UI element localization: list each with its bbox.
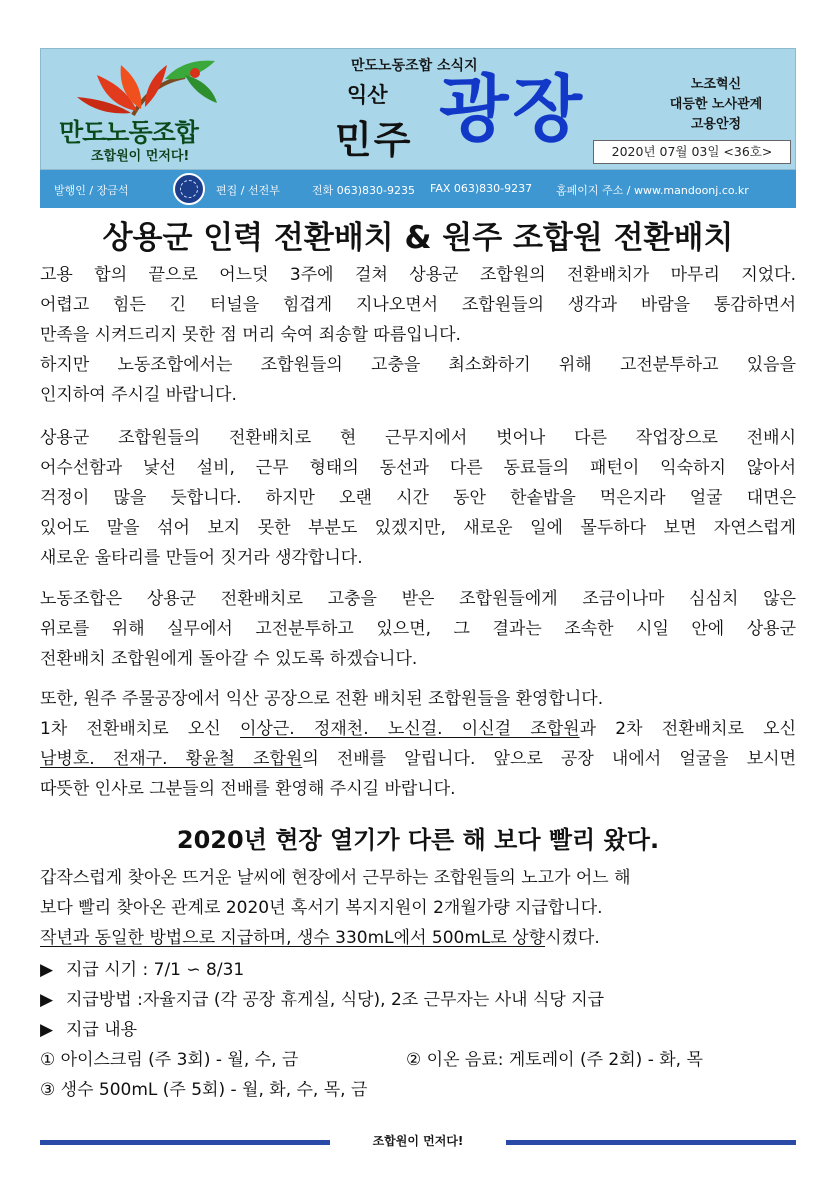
text-line: 만족을 시켜드리지 못한 점 머리 숙여 죄송할 따름입니다.: [40, 325, 461, 345]
article1-paragraph-3: [40, 584, 796, 674]
slogans: [641, 75, 791, 135]
text-line: 전환배치 조합원에게 돌아갈 수 있도록 하겠습니다.: [40, 649, 418, 669]
fax: FAX 063)830-9237: [430, 182, 533, 195]
publisher: 발행인 / 장금석: [54, 184, 129, 197]
text-line: 어수선함과 낯선 설비, 근무 형태의 동선과 다른 동료들의 패턴이 익숙하지 않아서: [40, 458, 796, 478]
text-line: 어렵고 힘든 긴 터널을 힘겹게 지나오면서 조합원들의 생각과 바람을 통감하면서: [40, 295, 796, 315]
list-item-text: 지급 내용: [66, 1020, 138, 1040]
text-segment: 시켰다.: [545, 928, 600, 948]
text-line: 갑작스럽게 찾아온 뜨거운 날씨에 현장에서 근무하는 조합원들의 노고가 어느 해: [40, 868, 631, 888]
text-line: 새로운 울타리를 만들어 짓거라 생각합니다.: [40, 548, 363, 568]
section-headline: 2020년 현장 열기가 다른 해 보다 빨리 왔다.: [176, 826, 660, 854]
text-line: 걱정이 많을 듯합니다. 하지만 오랜 시간 동안 한솥밥을 먹은지라 얼굴 대면은: [40, 488, 796, 508]
member-names-first: 이상근. 정재천. 노신걸. 이신걸 조합원: [240, 719, 580, 739]
list-item: [40, 985, 796, 1015]
header-banner: [40, 48, 796, 170]
text-line: 노동조합은 상용군 전환배치로 고충을 받은 조합원들에게 조금이나마 심심치 않은: [40, 589, 796, 609]
benefit-item: ② 이온 음료: 게토레이 (주 2회) - 화, 목: [406, 1050, 703, 1070]
text-line: [40, 923, 796, 953]
footer-slogan-text: 조합원이 먼저다!: [365, 1134, 472, 1148]
homepage: 홈페이지 주소 / www.mandoonj.co.kr: [556, 184, 749, 197]
text-segment: 의 전배를 알립니다. 앞으로 공장 내에서 얼굴을 보시면: [302, 749, 796, 769]
text-line: 위로를 위해 실무에서 고전분투하고 있으면, 그 결과는 조속한 시일 안에 상용군: [40, 619, 796, 639]
text-line: 보다 빨리 찾아온 관계로 2020년 혹서기 복지지원이 2개월가량 지급합니다.: [40, 898, 603, 918]
footer: [40, 1132, 796, 1152]
main-headline: 상용군 인력 전환배치 & 원주 조합원 전환배치: [102, 220, 734, 256]
text-segment: 1차 전환배치로 오신: [40, 719, 240, 739]
highlight-text: 작년과 동일한 방법으로 지급하며, 생수 330mL에서 500mL로 상향: [40, 928, 546, 948]
text-segment: 과 2차 전환배치로 오신: [579, 719, 796, 739]
text-line: 또한, 원주 주물공장에서 익산 공장으로 전환 배치된 조합원들을 환영합니다.: [40, 689, 604, 709]
org-name: 만도노동조합: [59, 118, 198, 147]
article1-paragraph-4: [40, 684, 796, 804]
phone: 전화 063)830-9235: [312, 184, 415, 197]
list-item-text: 지급방법 :자율지급 (각 공장 휴게실, 식당), 2조 근무자는 사내 식당 지급: [66, 990, 605, 1010]
list-item: [40, 955, 796, 985]
bullet-arrow-icon: ▶: [40, 1020, 54, 1040]
slogan: 노조혁신: [690, 77, 742, 92]
text-line: 따뜻한 인사로 그분들의 전배를 환영해 주시길 바랍니다.: [40, 779, 456, 799]
text-line: [40, 714, 796, 744]
union-logo: [45, 53, 273, 169]
list-item: [40, 1075, 796, 1105]
list-item: [40, 1015, 796, 1045]
list-item-text: 지급 시기 : 7/1 ∽ 8/31: [66, 960, 245, 980]
header-info-bar: [40, 170, 796, 208]
editor: 편집 / 선전부: [216, 184, 280, 197]
text-line: 상용군 조합원들의 전환배치로 현 근무지에서 벗어나 다른 작업장으로 전배시: [40, 428, 796, 448]
newsletter-title: 광장: [439, 67, 587, 151]
article1-paragraph-2: [40, 423, 796, 573]
newsletter-subtitle: 만도노동조합 소식지: [351, 58, 478, 74]
benefit-list: [40, 955, 796, 1105]
region-label: 익산: [347, 83, 388, 107]
issue-date: 2020년 07월 03일 <36호>: [593, 140, 791, 164]
article1-paragraph-1: [40, 260, 796, 410]
member-names-second: 남병호. 전재구. 황윤철 조합원: [40, 749, 303, 769]
benefit-item: ① 아이스크림 (주 3회) - 월, 수, 금: [40, 1050, 299, 1070]
slogan: 대등한 노사관계: [669, 97, 763, 113]
text-line: 있어도 말을 섞어 보지 못한 부분도 있겠지만, 새로운 일에 몰두하다 보면 자연스럽게: [40, 518, 796, 538]
bullet-arrow-icon: ▶: [40, 990, 54, 1010]
bullet-arrow-icon: ▶: [40, 960, 54, 980]
footer-slogan: [40, 1132, 796, 1149]
text-line: [40, 744, 796, 774]
article2-paragraph: [40, 863, 796, 953]
text-line: 고용 합의 끝으로 어느덧 3주에 걸쳐 상용군 조합원의 전환배치가 마무리 지었다.: [40, 265, 796, 285]
benefit-item: ③ 생수 500mL (주 5회) - 월, 화, 수, 목, 금: [40, 1080, 368, 1100]
union-seal-icon: [173, 173, 205, 205]
text-line: 인지하여 주시길 바랍니다.: [40, 385, 237, 405]
list-item: [40, 1045, 796, 1075]
minju-label: 민주: [335, 118, 413, 162]
slogan: 고용안정: [690, 117, 742, 133]
org-motto: 조합원이 먼저다!: [91, 149, 190, 164]
text-line: 하지만 노동조합에서는 조합원들의 고충을 최소화하기 위해 고전분투하고 있음을: [40, 355, 796, 375]
